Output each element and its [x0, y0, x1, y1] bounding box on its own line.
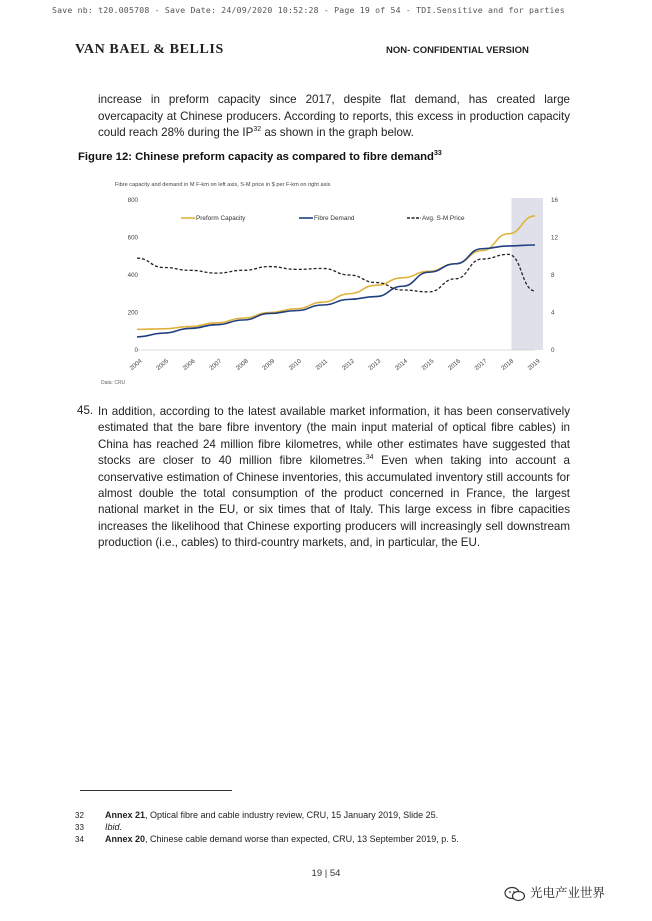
- x-axis-tick-label: 2019: [526, 357, 542, 372]
- x-axis-tick-label: 2005: [155, 357, 171, 372]
- footnote-number: 34: [75, 835, 84, 844]
- left-axis-tick-label: 0: [134, 347, 138, 354]
- right-axis-tick-label: 12: [551, 234, 558, 242]
- intro-text-a: increase in preform capacity since 2017, despite flat demand, has created large overcapacity at Chinese producers. According to reports, this excess in production capacity could reach 28% during the IP: [98, 93, 570, 140]
- footnote-number: 32: [75, 811, 84, 820]
- footnote-text: , Optical fibre and cable industry review, CRU, 15 January 2019, Slide 25.: [145, 810, 439, 820]
- legend-label: Fibre Demand: [314, 215, 355, 223]
- wechat-icon: [504, 886, 526, 902]
- watermark: [504, 883, 605, 902]
- intro-paragraph: [98, 92, 570, 142]
- footnote-ref-34: 34: [365, 454, 374, 462]
- chart-source: Data: CRU: [101, 380, 126, 386]
- page-number: 19 | 54: [311, 868, 341, 879]
- capacity-demand-chart: [95, 176, 575, 390]
- right-axis-tick-label: 16: [551, 197, 558, 204]
- footnote-32: [75, 810, 438, 820]
- footnote-34: [75, 834, 459, 844]
- series-line-fibre-demand: [137, 245, 535, 337]
- x-axis-tick-label: 2006: [181, 357, 197, 372]
- paragraph-number: 45.: [77, 404, 94, 417]
- right-axis-tick-label: 0: [551, 347, 555, 354]
- footnote-ref-33: 33: [433, 150, 442, 158]
- footnote-number: 33: [75, 823, 84, 832]
- right-axis-tick-label: 8: [551, 272, 555, 279]
- paragraph-45-text-a: In addition, according to the latest available market information, it has been conservatively estimated that the bare fibre inventory (the main input material of optical fibre cables) in China has reached 24 million fibre kilometres, while other estimates have suggested that stocks are closer to 40 million fibre kilometres.: [98, 405, 570, 468]
- series-line-avg-s-m-price: [137, 254, 535, 292]
- legend-label: Preform Capacity: [196, 215, 246, 223]
- left-axis-tick-label: 400: [127, 272, 138, 279]
- forecast-highlight-band: [511, 198, 543, 350]
- footnote-text: Ibid.: [105, 822, 123, 832]
- x-axis-tick-label: 2009: [261, 357, 277, 372]
- footnote-ref-32: 32: [253, 126, 262, 134]
- x-axis-tick-label: 2016: [446, 357, 462, 372]
- x-axis-tick-label: 2011: [314, 357, 330, 372]
- footnote-divider: [80, 790, 232, 791]
- series-line-preform-capacity: [137, 216, 535, 329]
- x-axis-tick-label: 2004: [128, 357, 144, 372]
- x-axis-tick-label: 2010: [287, 357, 303, 372]
- paragraph-45-text-b: Even when taking into account a conservative estimation of Chinese inventories, this accumulated inventory still accounts for almost double the total consumption of the product concerned in France, the largest national market in the EU, or six times that of Italy. This large excess in fibre capacities increases the likelihood that Chinese exporting producers will increasingly sell downstream production (i.e., cables) to third-country markets, and, in particular, the EU.: [98, 454, 570, 550]
- figure-title: [78, 151, 442, 163]
- figure-title-text: Figure 12: Chinese preform capacity as compared to fibre demand: [78, 151, 434, 163]
- x-axis-tick-label: 2015: [420, 357, 436, 372]
- x-axis-tick-label: 2014: [393, 357, 409, 372]
- x-axis-tick-label: 2008: [234, 357, 250, 372]
- x-axis-tick-label: 2012: [340, 357, 356, 372]
- left-axis-tick-label: 600: [127, 234, 138, 242]
- footnote-annex: Annex 20: [105, 834, 146, 844]
- footnote-33: [75, 822, 122, 832]
- x-axis-tick-label: 2007: [208, 357, 224, 372]
- firm-name: VAN BAEL & BELLIS: [75, 42, 224, 57]
- right-axis-tick-label: 4: [551, 309, 555, 317]
- watermark-text: 光电产业世界: [530, 886, 606, 900]
- x-axis-tick-label: 2017: [473, 357, 489, 372]
- x-axis-tick-label: 2013: [367, 357, 383, 372]
- footnote-text: , Chinese cable demand worse than expected, CRU, 13 September 2019, p. 5.: [145, 834, 459, 844]
- left-axis-tick-label: 200: [127, 309, 138, 317]
- left-axis-tick-label: 800: [127, 197, 138, 204]
- chart-subtitle: Fibre capacity and demand in M F-km on left axis, S-M price in $ per F-km on right axis: [115, 182, 331, 188]
- paragraph-45: [98, 404, 570, 552]
- legend-label: Avg. S-M Price: [422, 215, 465, 223]
- footnote-annex: Annex 21: [105, 810, 146, 820]
- confidentiality-label: NON- CONFIDENTIAL VERSION: [386, 45, 529, 56]
- x-axis-tick-label: 2018: [499, 357, 516, 372]
- intro-text-b: as shown in the graph below.: [261, 126, 414, 140]
- save-stamp: Save nb: t20.005708 - Save Date: 24/09/2020 10:52:28 - Page 19 of 54 - TDI.Sensitive and for parties: [52, 5, 565, 15]
